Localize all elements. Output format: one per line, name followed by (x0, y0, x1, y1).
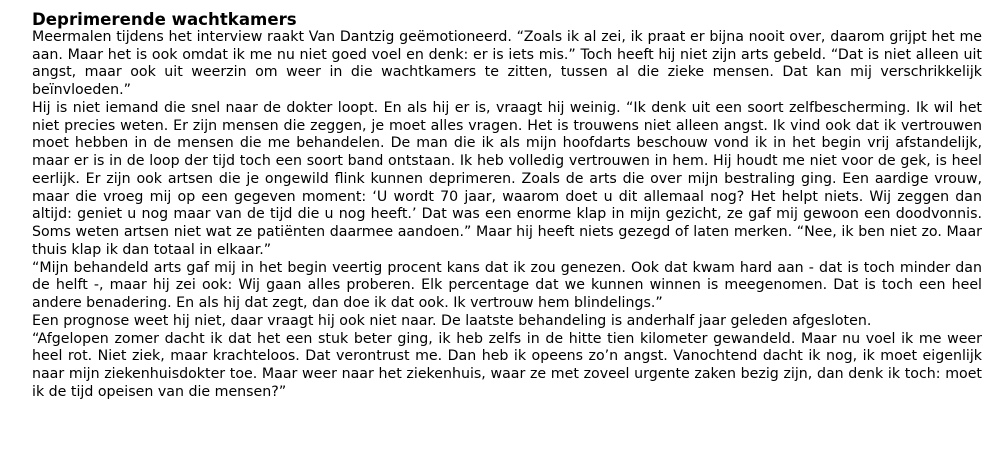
paragraph-3: “Mijn behandeld arts gaf mij in het begin veertig procent kans dat ik zou genezen. Ook dat kwam hard aan - dat is toch minder dan de helft -, maar hij zei ook: Wij gaan alles proberen. Elk percentage dat we kunnen winnen is meegenomen. Dat is toch een heel andere benadering. En als hij dat zegt, dan doe ik dat ook. Ik vertrouw hem blindelings.” (32, 259, 982, 311)
article-heading: Deprimerende wachtkamers (32, 10, 297, 29)
paragraph-4: Een prognose weet hij niet, daar vraagt hij ook niet naar. De laatste behandeling is anderhalf jaar geleden afgesloten. (32, 312, 872, 329)
paragraph-2: Hij is niet iemand die snel naar de dokter loopt. En als hij er is, vraagt hij weinig. “Ik denk uit een soort zelfbescherming. Ik wil het niet precies weten. Er zijn mensen die zeggen, je moet alles vragen. Het is trouwens niet alleen angst. Ik vind ook dat ik vertrouwen moet hebben in de mensen die me behandelen. De man die ik als mijn hoofdarts beschouw vond ik in het begin vrij afstandelijk, maar er is in de loop der tijd toch een soort band ontstaan. Ik heb volledig vertrouwen in hem. Hij houdt me niet voor de gek, is heel eerlijk. Er zijn ook artsen die je ongewild flink kunnen deprimeren. Zoals de arts die over mijn bestraling ging. Een aardige vrouw, maar die vroeg mij op een gegeven moment: ‘U wordt 70 jaar, waarom doet u dit allemaal nog? Het helpt niets. Wij zeggen dan altijd: geniet u nog maar van de tijd die u nog heeft.’ Dat was een enorme klap in mijn gezicht, ze gaf mij gewoon een doodvonnis. Soms weten artsen niet wat ze patiënten daarmee aandoen.” Maar hij heeft niets gezegd of laten merken. “Nee, ik ben niet zo. Maar thuis klap ik dan totaal in elkaar.” (32, 99, 982, 258)
paragraph-1: Meermalen tijdens het interview raakt Van Dantzig geëmotioneerd. “Zoals ik al zei, ik praat er bijna nooit over, daarom grijpt het me aan. Maar het is ook omdat ik me nu niet goed voel en denk: er is iets mis.” Toch heeft hij niet zijn arts gebeld. “Dat is niet alleen uit angst, maar ook uit weerzin om weer in die wachtkamers te zitten, tussen al die zieke mensen. Dat kan mij verschrikkelijk beïnvloeden.” (32, 28, 982, 98)
article (32, 11, 982, 402)
paragraph-5: “Afgelopen zomer dacht ik dat het een stuk beter ging, ik heb zelfs in de hitte tien kilometer gewandeld. Maar nu voel ik me weer heel rot. Niet ziek, maar krachteloos. Dat verontrust me. Dan heb ik opeens zo’n angst. Vanochtend dacht ik nog, ik moet eigenlijk naar mijn ziekenhuisdokter toe. Maar weer naar het ziekenhuis, waar ze met zoveel urgente zaken bezig zijn, dan denk ik toch: moet ik de tijd opeisen van die mensen?” (32, 330, 982, 400)
